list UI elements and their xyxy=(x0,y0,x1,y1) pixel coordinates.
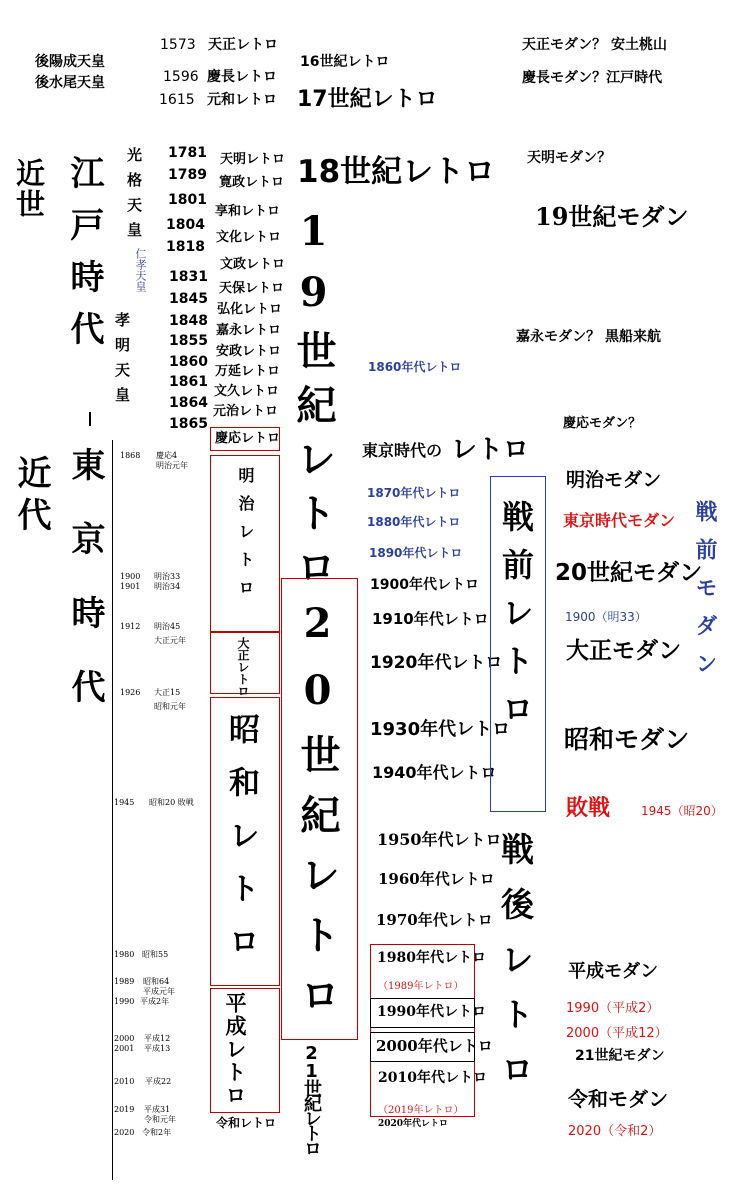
modern-19c: 19世紀モダン xyxy=(535,202,689,231)
retro-keio: 慶応レトロ xyxy=(215,431,281,446)
retro-kansei: 寛政レトロ xyxy=(219,175,285,190)
retro-koka: 弘化レトロ xyxy=(217,302,283,317)
modern-tensho: 天正モダン？ 安土桃山 xyxy=(522,37,668,53)
year-1831: 1831 xyxy=(169,269,208,285)
retro-1940s: 1940年代レトロ xyxy=(372,763,497,782)
t-1980-year: 1980 xyxy=(114,950,135,959)
year-1801: 1801 xyxy=(168,192,207,208)
table-rule xyxy=(112,440,113,1180)
year-1845: 1845 xyxy=(169,291,208,307)
year-1615: 1615 xyxy=(159,92,195,108)
modern-heisei: 平成モダン xyxy=(568,961,659,982)
retro-1900s: 1900年代レトロ xyxy=(370,577,479,593)
emperor-komei: 孝明天皇 xyxy=(113,312,131,412)
year-1573: 1573 xyxy=(160,37,196,53)
retro-tenpo: 天保レトロ xyxy=(219,281,285,296)
century-17: 17世紀レトロ xyxy=(297,87,438,112)
edo-tick xyxy=(89,412,91,426)
emperor-kokaku: 光格天皇 xyxy=(125,147,143,247)
t-1912-era2: 大正元年 xyxy=(154,636,186,645)
retro-1910s: 1910年代レトロ xyxy=(372,610,489,628)
modern-tenmei: 天明モダン？ xyxy=(527,150,612,166)
retro-1960s: 1960年代レトロ xyxy=(378,870,495,888)
t-1912-era: 明治45 xyxy=(154,622,181,631)
t-2000-era: 平成12 xyxy=(144,1034,171,1043)
t-2001-era: 平成13 xyxy=(144,1044,171,1053)
retro-1980s: 1980年代レトロ xyxy=(377,950,486,966)
era-edo: 江戸時代 xyxy=(64,155,104,363)
t-2019-era: 平成31 xyxy=(144,1105,171,1114)
year-1855: 1855 xyxy=(169,333,208,349)
sengo-retro: 戦後レトロ xyxy=(496,832,535,1107)
century-21: 21世紀レトロ xyxy=(301,1043,322,1154)
retro-1970s: 1970年代レトロ xyxy=(376,911,493,929)
t-1989-era: 昭和64 xyxy=(143,977,170,986)
modern-keio: 慶応モダン？ xyxy=(563,416,642,431)
senzen-modern: 戦前モダン xyxy=(692,500,717,690)
senzen-retro: 戦前レトロ xyxy=(497,500,535,740)
retro-1930s: 1930年代レトロ xyxy=(370,719,511,740)
modern-1945: 1945（昭20） xyxy=(641,804,723,818)
modern-21c: 21世紀モダン xyxy=(575,1048,665,1064)
retro-1950s: 1950年代レトロ xyxy=(377,830,502,849)
modern-1900: 1900（明33） xyxy=(565,610,647,624)
t-1868-era2: 明治元年 xyxy=(156,461,188,470)
t-2020-era: 令和2年 xyxy=(142,1128,172,1137)
retro-1890s: 1890年代レトロ xyxy=(369,546,463,560)
retro-genna: 元和レトロ xyxy=(207,92,277,108)
t-2019-era2: 令和元年 xyxy=(144,1115,176,1124)
t-1990-year: 1990 xyxy=(114,997,135,1006)
t-1926-era2: 昭和元年 xyxy=(154,702,186,711)
modern-taisho: 大正モダン xyxy=(566,638,682,664)
retro-meiji: 明治レトロ xyxy=(236,467,255,607)
retro-2000s: 2000年代レトロ xyxy=(376,1037,493,1055)
era-kinsei: 近世 xyxy=(12,158,46,220)
year-1781: 1781 xyxy=(168,145,207,161)
modern-kaei: 嘉永モダン？ 黒船来航 xyxy=(516,329,662,345)
retro-1880s: 1880年代レトロ xyxy=(367,515,461,529)
year-1860: 1860 xyxy=(169,354,208,370)
modern-showa: 昭和モダン xyxy=(564,725,690,754)
t-1868-era: 慶応4 xyxy=(156,451,178,460)
retro-1870s: 1870年代レトロ xyxy=(367,486,461,500)
retro-genji: 元治レトロ xyxy=(213,404,279,419)
retro-1860s: 1860年代レトロ xyxy=(368,360,462,374)
retro-manen: 万延レトロ xyxy=(215,364,281,379)
t-2010-era: 平成22 xyxy=(145,1077,172,1086)
t-2010-year: 2010 xyxy=(114,1077,135,1086)
retro-tensho: 天正レトロ xyxy=(208,37,278,53)
t-1900-era: 明治33 xyxy=(154,572,181,581)
year-1804: 1804 xyxy=(166,217,205,233)
retro-reiwa: 令和レトロ xyxy=(216,1116,277,1130)
t-1901-year: 1901 xyxy=(120,582,141,591)
modern-2000: 2000（平成12） xyxy=(566,1026,668,1041)
modern-2020: 2020（令和2） xyxy=(568,1124,662,1139)
t-2019-year: 2019 xyxy=(114,1105,135,1114)
retro-kaei: 嘉永レトロ xyxy=(216,323,282,338)
modern-haisen: 敗戦 xyxy=(566,796,611,821)
modern-meiji: 明治モダン xyxy=(566,469,662,491)
t-2020-year: 2020 xyxy=(114,1128,135,1137)
year-1818: 1818 xyxy=(166,239,205,255)
year-1861: 1861 xyxy=(169,374,208,390)
t-1980-era: 昭和55 xyxy=(142,950,169,959)
recent-decades-box xyxy=(370,944,475,1117)
retro-2020s: 2020年代レトロ xyxy=(378,1119,449,1129)
t-1989-era2: 平成元年 xyxy=(143,987,175,996)
retro-2010s: 2010年代レトロ xyxy=(378,1070,487,1086)
retro-tenmei: 天明レトロ xyxy=(220,152,286,167)
retro-ansei: 安政レトロ xyxy=(216,344,282,359)
retro-bunkyu: 文久レトロ xyxy=(214,384,280,399)
t-1989-year: 1989 xyxy=(114,977,135,986)
emperor-goyozei: 後陽成天皇 xyxy=(35,54,105,70)
century-20: 20世紀レトロ xyxy=(294,600,341,1034)
t-1926-era: 大正15 xyxy=(154,688,181,697)
tokyo-retro-prefix: 東京時代の xyxy=(362,441,443,460)
t-1912-year: 1912 xyxy=(120,622,141,631)
t-1900-year: 1900 xyxy=(120,572,141,581)
modern-20c: 20世紀モダン xyxy=(555,560,703,586)
era-tokyo: 東京時代 xyxy=(65,447,105,743)
retro-kyowa: 享和レトロ xyxy=(215,204,281,219)
t-2000-year: 2000 xyxy=(114,1034,135,1043)
emperor-gomizunoo: 後水尾天皇 xyxy=(35,75,105,91)
modern-keicho: 慶長モダン？江戸時代 xyxy=(522,70,663,86)
retro-bunka: 文化レトロ xyxy=(216,230,282,245)
century-16: 16世紀レトロ xyxy=(300,54,390,70)
emperor-ninko: 仁孝天皇 xyxy=(134,248,147,292)
retro-1920s: 1920年代レトロ xyxy=(370,653,503,673)
t-1945-year: 1945 xyxy=(114,798,135,807)
retro-bunsei: 文政レトロ xyxy=(220,257,286,272)
retro-showa: 昭和レトロ xyxy=(223,713,259,978)
century-19: 19世紀レトロ xyxy=(290,208,337,600)
t-1868-year: 1868 xyxy=(120,451,141,460)
note-1989: （1989年レトロ） xyxy=(378,981,464,992)
t-1926-year: 1926 xyxy=(120,688,141,697)
year-1848: 1848 xyxy=(169,313,208,329)
retro-heisei: 平成レトロ xyxy=(223,992,247,1107)
tokyo-retro-main: レトロ xyxy=(451,435,530,465)
modern-tokyo: 東京時代モダン xyxy=(563,511,676,530)
modern-1990: 1990（平成2） xyxy=(566,1001,660,1016)
year-1865: 1865 xyxy=(169,416,208,432)
modern-reiwa: 令和モダン xyxy=(568,1087,669,1111)
t-1901-era: 明治34 xyxy=(154,582,181,591)
year-1864: 1864 xyxy=(169,395,208,411)
retro-keicho: 慶長レトロ xyxy=(207,69,277,85)
note-2019: （2019年レトロ） xyxy=(378,1105,464,1116)
era-kindai: 近代 xyxy=(11,455,51,539)
year-1789: 1789 xyxy=(168,167,207,183)
t-2001-year: 2001 xyxy=(114,1044,135,1053)
t-1990-era: 平成2年 xyxy=(140,997,170,1006)
retro-taisho: 大正レトロ xyxy=(236,637,250,697)
century-18: 18世紀レトロ xyxy=(297,154,496,190)
t-1945-era: 昭和20 敗戦 xyxy=(149,798,194,807)
retro-1990s: 1990年代レトロ xyxy=(377,1004,486,1020)
year-1596: 1596 xyxy=(163,69,199,85)
